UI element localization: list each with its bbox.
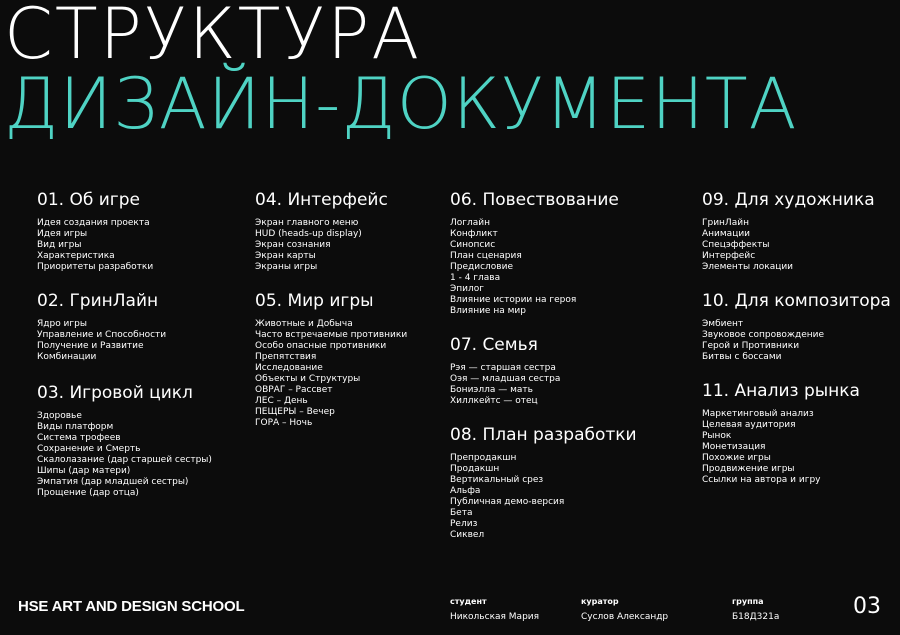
list-item: Продвижение игры [702,464,795,474]
column-4 [702,190,891,504]
list-item: Звуковое сопровождение [702,330,825,340]
list-item: Экран сознания [255,240,331,250]
section-family [450,335,637,407]
list-item: Эпилог [450,284,485,294]
section-game-loop [37,383,212,499]
list-item: Рэя — старшая сестра [450,363,556,373]
group-block [732,596,779,623]
title-line-2: ДИЗАЙН-ДОКУМЕНТА [4,63,798,145]
list-item: ГринЛайн [702,218,749,228]
section-items [450,218,637,317]
section-title: 03. Игровой цикл [37,383,193,403]
list-item: Скалолазание (дар старшей сестры) [37,455,212,465]
list-item: Объекты и Структуры [255,374,361,384]
list-item: Шипы (дар матери) [37,466,131,476]
section-title: 02. ГринЛайн [37,291,159,311]
section-items [37,411,212,499]
curator-block [581,596,668,623]
list-item: Герой и Противники [702,341,800,351]
section-for-composer [702,291,891,363]
section-title: 11. Анализ рынка [702,381,860,401]
section-dev-plan [450,425,637,541]
list-item: Препродакшн [450,453,517,463]
list-item: Спецэффекты [702,240,770,250]
list-item: Идея создания проекта [37,218,150,228]
column-3 [450,190,637,559]
list-item: Ссылки на автора и игру [702,475,821,485]
list-item: Управление и Способности [37,330,167,340]
list-item: Часто встречаемые противники [255,330,408,340]
curator-value: Суслов Александр [581,612,669,622]
list-item: Эмпатия (дар младшей сестры) [37,477,189,487]
section-title: 06. Повествование [450,190,619,210]
list-item: Животные и Добыча [255,319,353,329]
list-item: Исследование [255,363,323,373]
group-label: группа [732,597,764,606]
list-item: Элементы локации [702,262,794,272]
list-item: Сиквел [450,530,485,540]
list-item: Анимации [702,229,751,239]
section-title: 10. Для композитора [702,291,891,311]
list-item: Бониэлла — мать [450,385,533,395]
title-line-1: СТРУКТУРА [4,0,422,75]
list-item: Синопсис [450,240,496,250]
section-game-world [255,291,407,429]
section-title: 01. Об игре [37,190,140,210]
section-title: 05. Мир игры [255,291,374,311]
section-items [37,218,212,273]
section-items [702,218,891,273]
list-item: Система трофеев [37,433,121,443]
list-item: Экран карты [255,251,316,261]
column-2 [255,190,407,447]
list-item: ЛЕС – День [255,396,308,406]
curator-label: куратор [581,597,619,606]
section-title: 07. Семья [450,335,538,355]
list-item: Интерфейс [702,251,756,261]
list-item: Прощение (дар отца) [37,488,139,498]
section-items [702,409,891,486]
list-item: Препятствия [255,352,317,362]
section-items [450,363,637,407]
list-item: Оэя — младшая сестра [450,374,561,384]
list-item: Публичная демо-версия [450,497,565,507]
list-item: Логлайн [450,218,491,228]
list-item: Сохранение и Смерть [37,444,141,454]
list-item: Получение и Развитие [37,341,144,351]
section-items [255,319,407,429]
list-item: Маркетинговый анализ [702,409,814,419]
list-item: Битвы с боссами [702,352,782,362]
student-value: Никольская Мария [450,612,540,622]
section-market-analysis [702,381,891,486]
list-item: Особо опасные противники [255,341,387,351]
list-item: Здоровье [37,411,82,421]
group-value: Б18Д321а [732,612,780,622]
list-item: Ядро игры [37,319,87,329]
list-item: Предисловие [450,262,513,272]
list-item: Бета [450,508,473,518]
list-item: Продакшн [450,464,500,474]
list-item: Характеристика [37,251,115,261]
list-item: Влияние истории на героя [450,295,577,305]
list-item: ПЕЩЕРЫ – Вечер [255,407,335,417]
section-interface [255,190,407,273]
list-item: Хиллкейтс — отец [450,396,538,406]
section-for-artist [702,190,891,273]
list-item: Альфа [450,486,481,496]
section-title: 09. Для художника [702,190,875,210]
list-item: ГОРА – Ночь [255,418,313,428]
list-item: Влияние на мир [450,306,526,316]
list-item: Конфликт [450,229,498,239]
list-item: Комбинации [37,352,97,362]
section-items [255,218,407,273]
list-item: Эмбиент [702,319,744,329]
section-greenline [37,291,212,363]
section-items [37,319,212,363]
student-label: студент [450,597,487,606]
page-number: 03 [853,594,881,619]
school-logo: HSE ART AND DESIGN SCHOOL [18,598,245,615]
column-1 [37,190,212,517]
list-item: 1 - 4 глава [450,273,501,283]
list-item: HUD (heads-up display) [255,229,362,239]
section-about-game [37,190,212,273]
list-item: Экран главного меню [255,218,359,228]
section-items [702,319,891,363]
list-item: Рынок [702,431,732,441]
list-item: План сценария [450,251,522,261]
list-item: Монетизация [702,442,766,452]
section-narrative [450,190,637,317]
list-item: Вертикальный срез [450,475,544,485]
list-item: Целевая аудитория [702,420,796,430]
section-title: 08. План разработки [450,425,637,445]
list-item: Вид игры [37,240,82,250]
section-title: 04. Интерфейс [255,190,388,210]
list-item: Идея игры [37,229,88,239]
list-item: Приоритеты разработки [37,262,154,272]
list-item: Виды платформ [37,422,114,432]
list-item: Релиз [450,519,478,529]
list-item: ОВРАГ – Рассвет [255,385,333,395]
student-block [450,596,539,623]
list-item: Экраны игры [255,262,318,272]
section-items [450,453,637,541]
list-item: Похожие игры [702,453,771,463]
